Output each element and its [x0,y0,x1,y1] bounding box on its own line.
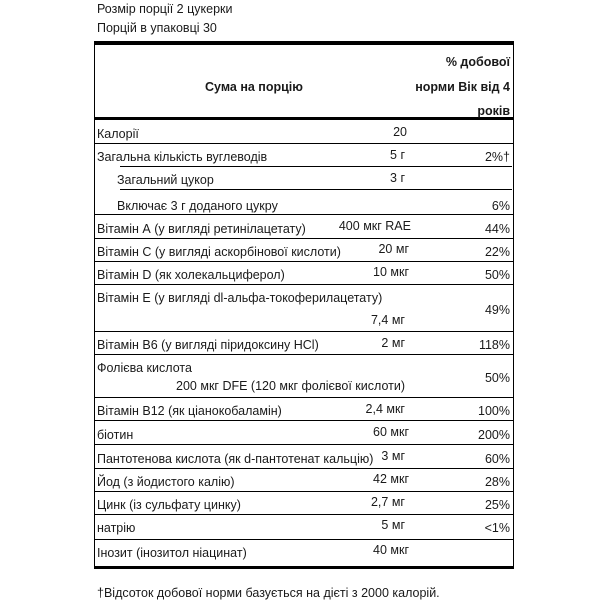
row-divider [94,261,513,262]
daily-value-header-line3: років [477,104,510,118]
nutrient-daily-value: 60% [484,452,510,466]
nutrient-amount: 400 мкг RAE [338,219,411,233]
nutrient-daily-value: 118% [478,338,510,352]
row-divider [94,284,513,285]
nutrient-amount: 20 мг [378,242,409,256]
nutrient-name: Інозит (інозитол ніацинат) [97,546,247,560]
nutrient-daily-value: 50% [484,268,510,282]
serving-size: Розмір порції 2 цукерки [97,2,233,16]
nutrient-daily-value: 6% [491,199,510,213]
nutrient-daily-value: 25% [484,498,510,512]
nutrient-daily-value: 100% [478,404,510,418]
servings-per-container: Порцій в упаковці 30 [97,21,217,35]
row-divider [94,354,513,355]
nutrient-daily-value: 44% [484,222,510,236]
nutrient-name: Вітамін В12 (як ціанокобаламін) [97,404,282,418]
supplement-facts-table [94,41,514,569]
row-divider [94,238,513,239]
nutrient-name: Фолієва кислота [97,361,192,375]
row-divider [94,214,513,215]
nutrient-daily-value: 22% [484,245,510,259]
row-divider [94,491,513,492]
nutrient-amount: 20 [393,125,407,139]
amount-per-serving-header: Сума на порцію [205,80,303,94]
row-divider [94,420,513,421]
nutrient-daily-value: 49% [484,303,510,317]
header-bottom-rule [94,117,513,120]
nutrient-name: Пантотенова кислота (як d-пантотенат кальцію) [97,452,374,466]
table-top-rule [94,41,513,45]
row-divider [94,444,513,445]
nutrient-amount: 5 г [390,148,405,162]
nutrient-amount: 10 мкг [373,265,409,279]
row-divider [120,166,512,167]
nutrient-amount: 40 мкг [373,543,409,557]
nutrient-amount: 7,4 мг [370,313,405,327]
nutrient-daily-value: <1% [484,521,510,535]
nutrient-name: Загальна кількість вуглеводів [97,150,268,164]
nutrient-amount: 3 мг [381,449,405,463]
nutrient-name: Вітамін С (у вигляді аскорбінової кислоти) [97,245,341,259]
row-divider [94,143,513,144]
row-divider [94,468,513,469]
nutrient-name: Калорії [97,127,139,141]
nutrient-name: натрію [97,521,136,535]
nutrient-name: Включає 3 г доданого цукру [117,199,278,213]
row-divider [94,331,513,332]
nutrient-daily-value: 28% [484,475,510,489]
nutrient-daily-value: 2%† [484,150,510,164]
nutrient-name: Йод (з йодистого калію) [97,475,235,489]
nutrient-amount: 3 г [390,171,405,185]
nutrient-name: Вітамін Е (у вигляді dl-альфа-токоферилацетату) [97,291,383,305]
nutrient-name: Загальний цукор [117,173,214,187]
nutrient-name: Вітамін В6 (у вигляді піридоксину HCl) [97,338,319,352]
nutrient-amount: 5 мг [381,518,405,532]
daily-value-header-line1: % добової [445,55,510,69]
table-bottom-rule [94,566,513,569]
daily-value-footnote: †Відсоток добової норми базується на дієті з 2000 калорій. [97,586,440,600]
nutrient-amount: 200 мкг DFE (120 мкг фолієвої кислоти) [176,379,405,393]
nutrient-name: Вітамін D (як холекальциферол) [97,268,285,282]
row-divider [94,397,513,398]
nutrient-amount: 42 мкг [373,472,409,486]
row-divider [94,514,513,515]
daily-value-header-line2: норми Вік від 4 [415,80,510,94]
row-divider [94,539,513,540]
nutrient-amount: 2 мг [381,336,405,350]
nutrient-amount: 2,7 мг [370,495,405,509]
nutrient-amount: 60 мкг [373,425,409,439]
nutrient-daily-value: 50% [484,371,510,385]
nutrient-name: Вітамін А (у вигляді ретинілацетату) [97,222,306,236]
nutrient-name: біотин [97,428,134,442]
row-divider [120,189,512,190]
nutrient-amount: 2,4 мкг [365,402,405,416]
nutrient-name: Цинк (із сульфату цинку) [97,498,241,512]
nutrient-daily-value: 200% [478,428,510,442]
